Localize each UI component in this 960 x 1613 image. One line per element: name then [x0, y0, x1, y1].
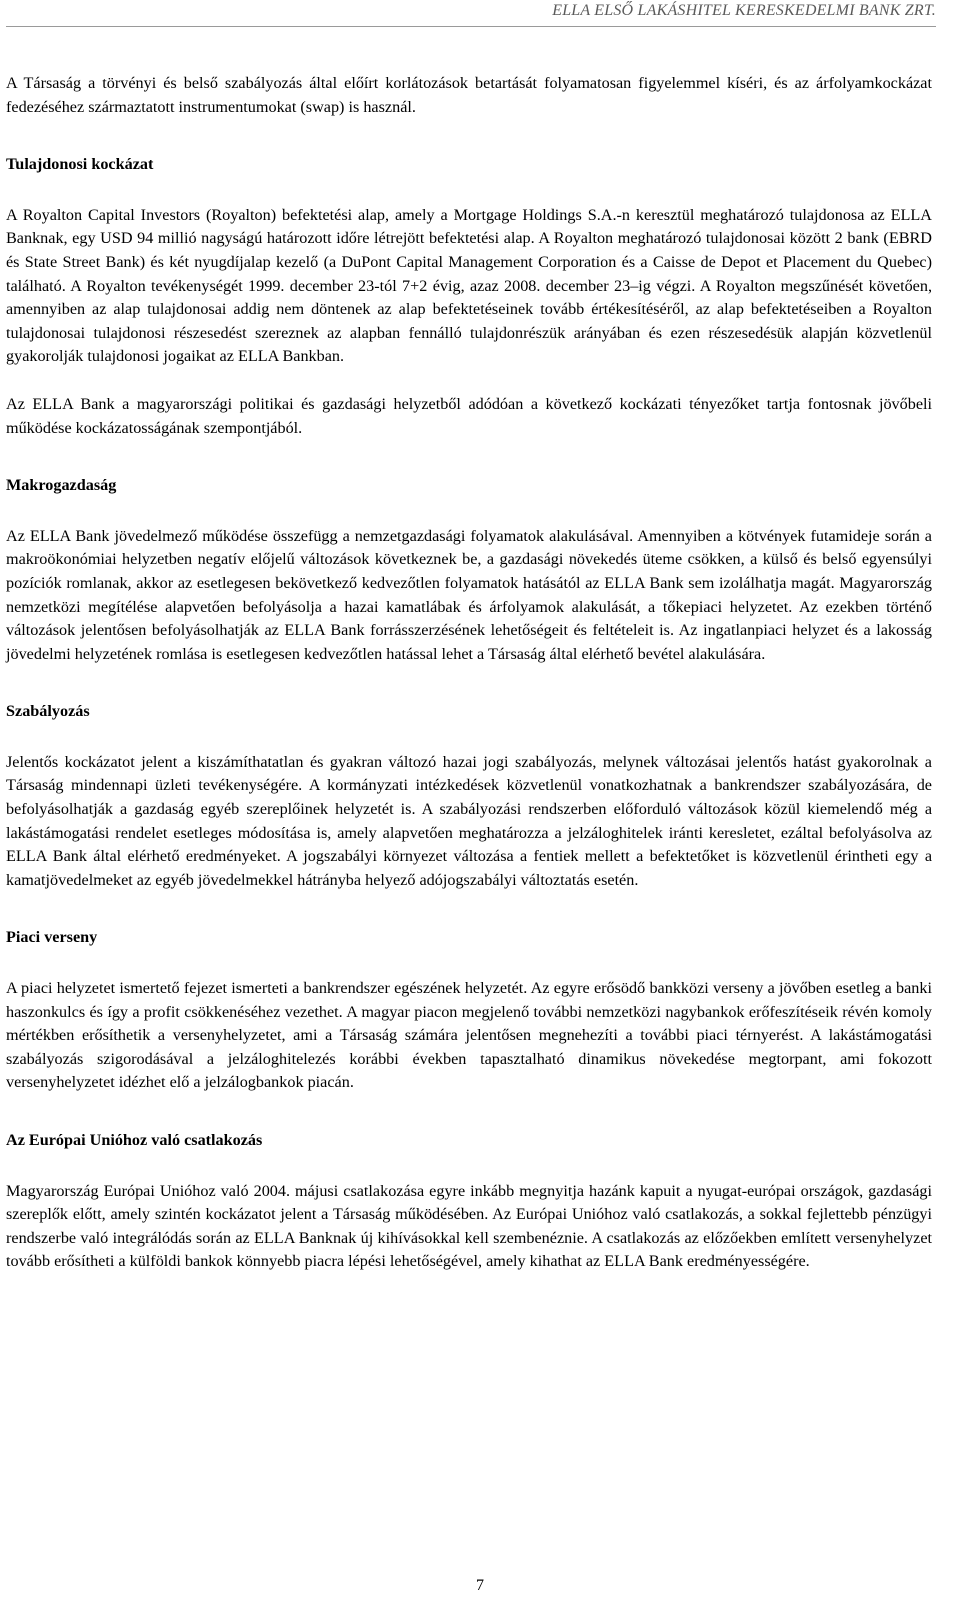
competition-heading: Piaci verseny	[6, 928, 98, 947]
regulation-heading: Szabályozás	[6, 702, 90, 721]
ownership-risk-paragraph: A Royalton Capital Investors (Royalton) befektetési alap, amely a Mortgage Holdings S.A.-n keresztül meghatározó tulajdonosa az ELLA Banknak, egy USD 94 millió nagyságú határozott időre létrejött befektetési alap. A Royalton meghatározó tulajdonosai között 2 bank (EBRD és State Street Bank) és két nyugdíjalap kezelő (a DuPont Capital Management Corporation és a Caisse de Depot et Placement du Quebec) található. A Royalton tevékenységét 1999. december 23-tól 7+2 évig, azaz 2008. december 23–ig végzi. A Royalton megszűnését követően, amennyiben az alap tulajdonosai addig nem döntenek az alap befektetéseinek tovább értékesítéséről, az alap befektetéseiben a Royalton tulajdonosai tulajdonosi részesedést szereznek az alapban fennálló tulajdonrészük arányában és ezen részesedésük alapján közvetlenül gyakorolják tulajdonosi jogaikat az ELLA Bankban.	[6, 205, 932, 366]
political-risk-paragraph: Az ELLA Bank a magyarországi politikai és gazdasági helyzetből adódóan a következő kockázati tényezőket tartja fontosnak jövőbeli működése kockázatosságának szempontjából.	[6, 394, 932, 437]
eu-accession-paragraph: Magyarország Európai Unióhoz való 2004. májusi csatlakozása egyre inkább megnyitja hazánk kapuit a nyugat-európai országok, gazdasági szereplők előtt, amely szintén kockázatot jelent a Társaság működésében. Az Európai Unióhoz való csatlakozás, a sokkal fejlettebb pénzügyi rendszerbe való integrálódás során az ELLA Banknak új kihívásokkal kell szembenéznie. A csatlakozás az előzőekben említett versenyhelyzet tovább erősítheti a külföldi bankok könnyebb piacra lépési lehetőségével, amely kihathat az ELLA Bank eredményességére.	[6, 1181, 932, 1271]
intro-paragraph: A Társaság a törvényi és belső szabályozás által előírt korlátozások betartását folyamatosan figyelemmel kíséri, és az árfolyamkockázat fedezéséhez származtatott instrumentumokat (swap) is használ.	[6, 74, 932, 116]
page-number: 7	[476, 1577, 484, 1594]
eu-accession-heading: Az Európai Unióhoz való csatlakozás	[6, 1131, 263, 1149]
running-header: ELLA ELSŐ LAKÁSHITEL KERESKEDELMI BANK ZRT.	[552, 2, 936, 19]
document-body	[6, 72, 932, 1274]
macroeconomy-heading: Makrogazdaság	[6, 476, 117, 495]
regulation-paragraph: Jelentős kockázatot jelent a kiszámíthatatlan és gyakran változó hazai jogi szabályozás, melynek változásai jelentős hatást gyakorolnak a Társaság mindennapi üzleti tevékenységére. A kormányzati intézkedések közvetlenül vonatkozhatnak a bankrendszer szabályozására, de befolyásolhatják a gazdaság egyéb szereplőinek helyzetét is. A szabályozási rendszerben előforduló változások közül kiemelendő még a lakástámogatási rendelet esetleges módosítása is, amely alapvetően meghatározza a jelzáloghitelek iránti keresletet, ezáltal befolyásolva az ELLA Bank által elérhető eredményeket. A jogszabályi környezet változása a fentiek mellett a befektetőket is közvetlenül érintheti egy a kamatjövedelmeket az egyéb jövedelmekkel hátrányba helyező adójogszabályi változtatás esetén.	[6, 752, 932, 889]
competition-paragraph: A piaci helyzetet ismertető fejezet ismerteti a bankrendszer egészének helyzetét. Az egyre erősödő bankközi verseny a jövőben esetleg a banki haszonkulcs és így a profit csökkenéséhez vezethet. A magyar piacon megjelenő további nemzetközi nagybankok erőfeszítéseik révén komoly mértékben erősíthetik a versenyhelyzetet, ami a Társaság számára jelentősen megnehezíti a további piaci térnyerést. A lakástámogatási szabályozás szigorodásával a jelzáloghitelezés korábbi években tapasztalható dinamikus növekedése megtorpant, ami fokozott versenyhelyzetet idézhet elő a jelzálogbankok piacán.	[6, 979, 932, 1092]
macroeconomy-paragraph: Az ELLA Bank jövedelmező működése összefügg a nemzetgazdasági folyamatok alakulásával. Amennyiben a kötvények futamideje során a makroökonómiai helyzetben negatív előjelű változások következnek be, a gazdasági növekedés üteme csökken, a külső és belső egyensúlyi pozíciók romlanak, akkor az esetlegesen bekövetkező kedvezőtlen folyamatok hatásától az ELLA Bank sem izolálhatja magát. Magyarország nemzetközi megítélése alapvetően befolyásolja a hazai kamatlábak és árfolyamok alakulását, a tőkepiaci helyzetet. Az ezekben történő változások jelentősen befolyásolhatják az ELLA Bank forrásszerzésének lehetőségeit és feltételeit is. Az ingatlanpiaci helyzet és a lakosság jövedelmi helyzetének romlása is esetlegesen kedvezőtlen hatással lehet a Társaság által elérhető bevétel alakulására.	[6, 526, 932, 663]
ownership-risk-heading: Tulajdonosi kockázat	[6, 155, 154, 174]
header-divider	[6, 26, 936, 27]
